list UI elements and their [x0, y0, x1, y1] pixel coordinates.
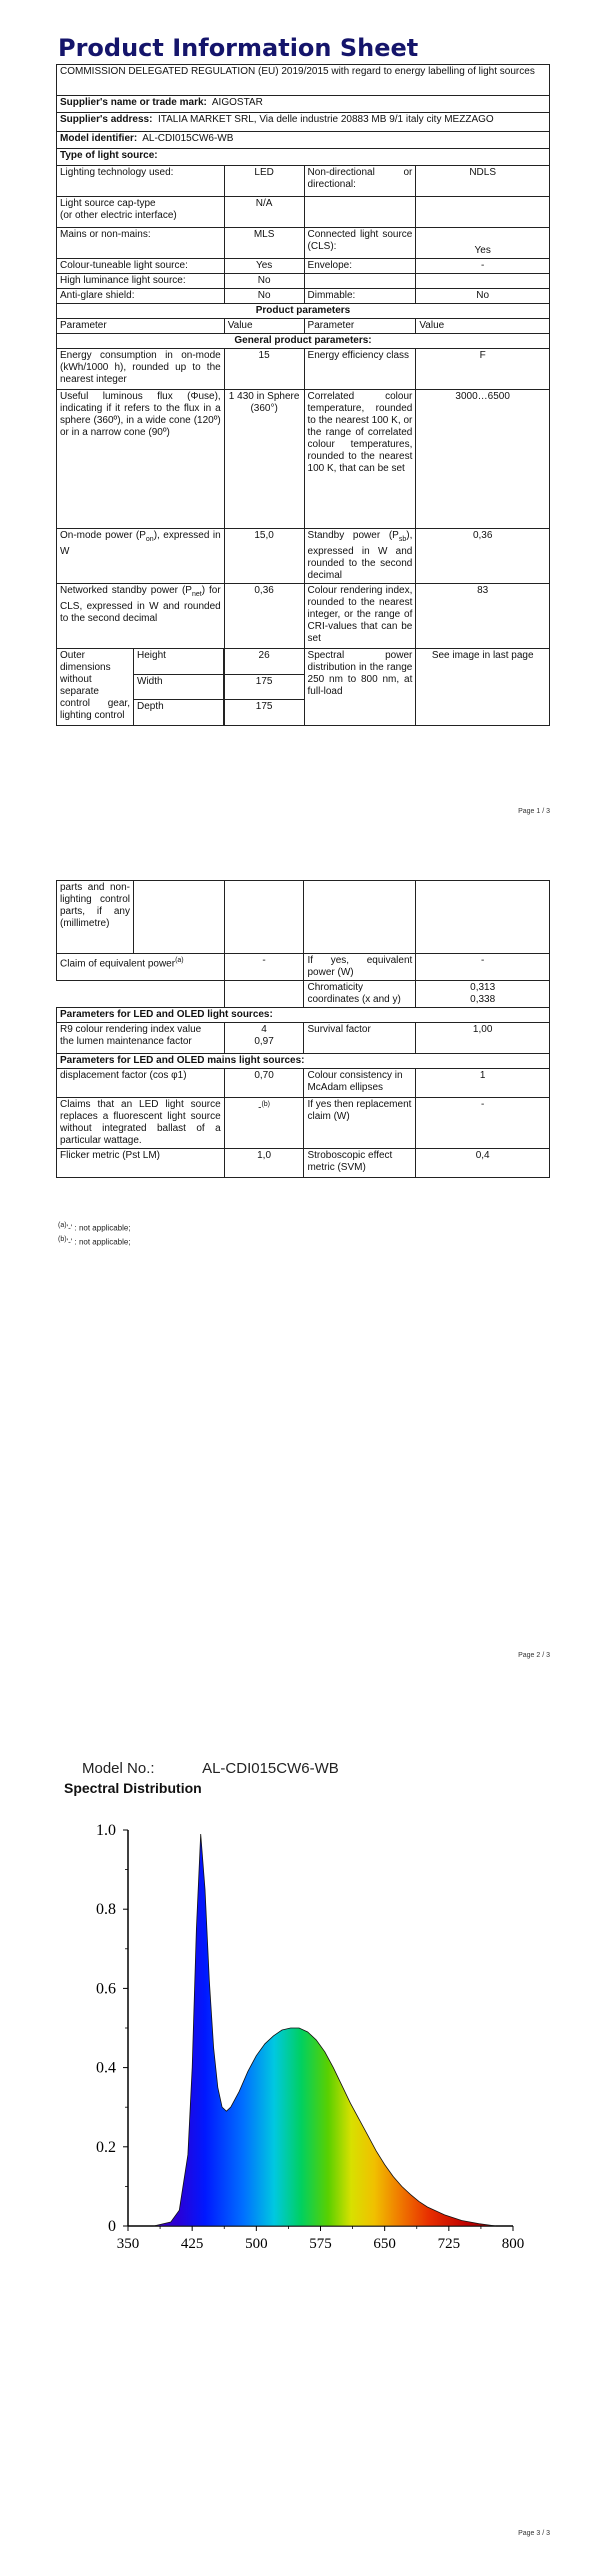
x-tick-label: 650 [373, 2236, 396, 2252]
x-tick-label: 800 [501, 2236, 525, 2252]
consistency-value: 1 [416, 1069, 550, 1098]
y-tick-label: 0.8 [96, 1901, 116, 1919]
depth-value: 175 [225, 700, 304, 725]
led-params-heading: Parameters for LED and OLED light sources: [57, 1008, 550, 1023]
dims-continued: parts and non-lighting control parts, if any (millimetre) [57, 881, 134, 953]
y-tick-label: 0.6 [96, 1980, 116, 1998]
svm-label: Stroboscopic effect metric (SVM) [304, 1149, 416, 1178]
col-value: Value [224, 319, 304, 334]
spd-value: See image in last page [416, 649, 550, 726]
cls-label: Connected light source (CLS): [304, 228, 416, 259]
info-table [56, 64, 550, 726]
standby-label: Standby power $(P_{sb})$, expressed in W and rounded to the second decimal [304, 529, 416, 584]
x-tick-label: 350 [116, 2236, 140, 2252]
height-label: Height [134, 649, 224, 674]
general-params-heading: General product parameters: [57, 334, 550, 349]
directional-value: NDLS [416, 166, 550, 197]
model-no-label: Model No.: [82, 1760, 155, 1777]
cri-value: 83 [416, 584, 550, 649]
svm-value: 0,4 [416, 1149, 550, 1178]
footnote-a: $^{(a)}$'-' : not applicable; [58, 1222, 131, 1233]
eff-class-label: Energy efficiency class [304, 349, 416, 390]
col-value-2: Value [416, 319, 550, 334]
consistency-label: Colour consistency in McAdam ellipses [304, 1069, 416, 1098]
width-value: 175 [225, 674, 304, 700]
flicker-label: Flicker metric (Pst LM) [57, 1149, 225, 1178]
page-number-2: Page 2 / 3 [518, 1652, 550, 1659]
supplier-address-row: Supplier's address: ITALIA MARKET SRL, Via delle industrie 20883 MB 9/1 italy city MEZZAGO [57, 113, 550, 132]
flicker-value: 1,0 [224, 1149, 304, 1178]
supplier-address: ITALIA MARKET SRL, Via delle industrie 20883 MB 9/1 italy city MEZZAGO [157, 114, 494, 125]
r9-label: R9 colour rendering index value the lumen maintenance factor [57, 1023, 225, 1054]
equiv-value: - [224, 954, 304, 981]
footnote-b: $^{(b)}$'-' : not applicable; [58, 1236, 131, 1247]
col-parameter-2: Parameter [304, 319, 416, 334]
x-tick-label: 575 [309, 2236, 332, 2252]
y-tick-label: 0 [108, 2218, 116, 2235]
antiglare-label: Anti-glare shield: [57, 289, 225, 304]
tuneable-value: Yes [224, 259, 304, 274]
chroma-label: Chromaticity coordinates (x and y) [304, 981, 416, 1008]
cct-label: Correlated colour temperature, rounded to the nearest 100 K, or the range of correlated colour temperatures, rounded to the nearest 100 K, that can be set [304, 390, 416, 529]
y-tick-label: 1.0 [96, 1822, 116, 1839]
dimmable-label: Dimmable: [304, 289, 416, 304]
chart-area [154, 1834, 496, 2226]
page-1 [0, 0, 603, 818]
equiv-label: Claim of equivalent power$^{(a)}$ [57, 954, 225, 981]
x-tick-label: 425 [180, 2236, 204, 2252]
page-number-1: Page 1 / 3 [518, 808, 550, 815]
survival-value: 1,00 [416, 1023, 550, 1054]
page-3 [0, 1730, 603, 2560]
page-2 [0, 880, 603, 1680]
info-table-continued [56, 880, 550, 1178]
supplier-name: AIGOSTAR [211, 97, 263, 108]
equiv-w-label: If yes, equivalent power (W) [304, 954, 416, 981]
regulation-text: COMMISSION DELEGATED REGULATION (EU) 2019/2015 with regard to energy labelling of light sources [57, 65, 550, 96]
supplier-name-row: Supplier's name or trade mark: AIGOSTAR [57, 96, 550, 113]
netstandby-value: 0,36 [224, 584, 304, 649]
cri-label: Colour rendering index, rounded to the nearest integer, or the range of CRI-values that can be set [304, 584, 416, 649]
model-row: Model identifier: AL-CDI015CW6-WB [57, 132, 550, 149]
model-no-line [82, 1760, 339, 1777]
model-identifier: AL-CDI015CW6-WB [142, 133, 234, 144]
mains-value: MLS [224, 228, 304, 259]
depth-label: Depth [134, 700, 224, 725]
mains-label: Mains or non-mains: [57, 228, 225, 259]
directional-label: Non-directional or directional: [304, 166, 416, 197]
highlum-label: High luminance light source: [57, 274, 225, 289]
dimmable-value: No [416, 289, 550, 304]
envelope-label: Envelope: [304, 259, 416, 274]
spectral-distribution-chart [0, 1810, 603, 2370]
dims-cell [57, 649, 225, 726]
replace-w-label: If yes then replacement claim (W) [304, 1098, 416, 1149]
survival-label: Survival factor [304, 1023, 416, 1054]
mains-params-heading: Parameters for LED and OLED mains light sources: [57, 1054, 550, 1069]
replace-label: Claims that an LED light source replaces a fluorescent light source without integrated ballast of a particular wattage. [57, 1098, 225, 1149]
replace-value: -$^{(b)}$ [224, 1098, 304, 1149]
flux-value: 1 430 in Sphere (360°) [224, 390, 304, 529]
highlum-value: No [224, 274, 304, 289]
page-title: Product Information Sheet [58, 34, 419, 62]
cap-value: N/A [224, 197, 304, 228]
dims-label: Outer dimensions without separate control gear, lighting control [57, 649, 134, 725]
y-tick-label: 0.2 [96, 2138, 116, 2156]
netstandby-label: Networked standby power $(P_{net})$ for CLS, expressed in W and rounded to the second decimal [57, 584, 225, 649]
displacement-value: 0,70 [224, 1069, 304, 1098]
cct-value: 3000…6500 [416, 390, 550, 529]
onpower-label: On-mode power $(P_{on})$, expressed in W [57, 529, 225, 584]
height-value: 26 [225, 649, 304, 674]
spectrum-area [154, 1834, 496, 2226]
displacement-label: displacement factor (cos φ1) [57, 1069, 225, 1098]
flux-label: Useful luminous flux (Φuse), indicating if it refers to the flux in a sphere (360º), in a wide cone (120º) or in a narrow cone (90º) [57, 390, 225, 529]
type-heading: Type of light source: [57, 149, 550, 166]
dims-values [224, 649, 304, 726]
model-no-value: AL-CDI015CW6-WB [202, 1760, 339, 1777]
lighting-tech-value: LED [224, 166, 304, 197]
y-tick-label: 0.4 [96, 2059, 116, 2077]
envelope-value: - [416, 259, 550, 274]
spectral-title: Spectral Distribution [64, 1780, 202, 1796]
width-label: Width [134, 674, 224, 700]
energy-label: Energy consumption in on-mode (kWh/1000 h), rounded up to the nearest integer [57, 349, 225, 390]
onpower-value: 15,0 [224, 529, 304, 584]
page-number-3: Page 3 / 3 [518, 2530, 550, 2537]
product-params-heading: Product parameters [57, 304, 550, 319]
replace-w-value: - [416, 1098, 550, 1149]
spd-label: Spectral power distribution in the range 250 nm to 800 nm, at full-load [304, 649, 416, 726]
antiglare-value: No [224, 289, 304, 304]
chroma-value: 0,313 0,338 [416, 981, 550, 1008]
standby-value: 0,36 [416, 529, 550, 584]
x-tick-label: 725 [437, 2236, 461, 2252]
eff-class-value: F [416, 349, 550, 390]
r9-value: 4 0,97 [224, 1023, 304, 1054]
equiv-w-value: - [416, 954, 550, 981]
col-parameter: Parameter [57, 319, 225, 334]
tuneable-label: Colour-tuneable light source: [57, 259, 225, 274]
lighting-tech-label: Lighting technology used: [57, 166, 225, 197]
cap-label: Light source cap-type (or other electric interface) [57, 197, 225, 228]
x-tick-label: 500 [245, 2236, 268, 2252]
energy-value: 15 [224, 349, 304, 390]
cls-value: Yes [416, 228, 550, 259]
